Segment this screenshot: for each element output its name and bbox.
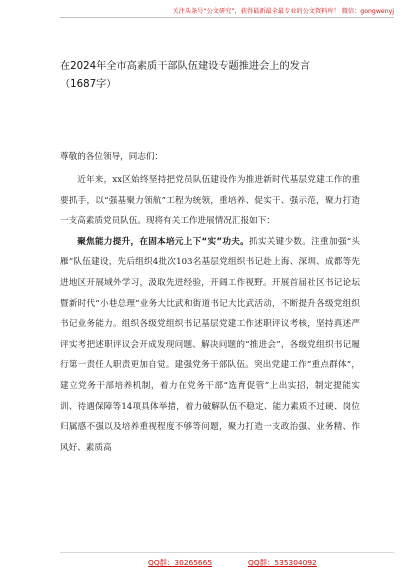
header-banner: 关注头条号“公文研究”，获得最新最全最专业的公文资料库！ 微信：gongwenyj — [172, 8, 394, 15]
footer-qq-group-2[interactable]: QQ群：535304092 — [248, 558, 317, 567]
title-line-2: （1687字） — [60, 79, 117, 90]
footer-qq-group-1[interactable]: QQ群：30265665 — [148, 558, 213, 567]
footer-divider — [60, 552, 394, 553]
header-divider — [60, 17, 394, 18]
paragraph-2-body: 抓实关键少数。注重加强“头雁”队伍建设，先后组织4批次103名基层党组织书记赴上海、深圳、成都等先进地区开展域外学习，汲取先进经验，开阔工作视野。开展首届社区书记论坛暨新时代“小巷总理”业务大比武和街道书记大比武活动，不断提升各级党组织书记业务能力。组织各级党组织书记基层党建工作述职评议考核，坚持真述严评实考把述职评议会开成发现问题、解决问题的“推进会”，各级党组织书记履行第一责任人职责更加自觉。建强党务干部队伍。突出党建工作“重点群体”，建立党务干部培养机制，着力在党务干部“选育促管”上出实招，制定提能实训、待遇保障等14项具体举措，着力破解队伍不稳定、能力素质不过硬、岗位归属感不强以及培养重视程度不够等问题，聚力打造一支政治强、业务精、作风好、素质高 — [60, 236, 360, 453]
paragraph-2 — [60, 232, 360, 459]
paragraph-1: 近年来，xx区始终坚持把党员队伍建设作为推进新时代基层党建工作的重要抓手，以“强基聚力领航”工程为统领，重培养、促实干、强示范，聚力打造一支高素质党员队伍。现将有关工作进展情况汇报如下： — [60, 175, 360, 227]
title-line-1: 在2024年全市高素质干部队伍建设专题推进会上的发言 — [60, 61, 311, 72]
document-body — [60, 170, 360, 458]
document-title — [60, 58, 360, 94]
paragraph-2-heading: 聚焦能力提升，在固本培元上下“实”功夫。 — [77, 236, 249, 247]
salutation: 尊敬的各位领导，同志们： — [60, 152, 164, 162]
